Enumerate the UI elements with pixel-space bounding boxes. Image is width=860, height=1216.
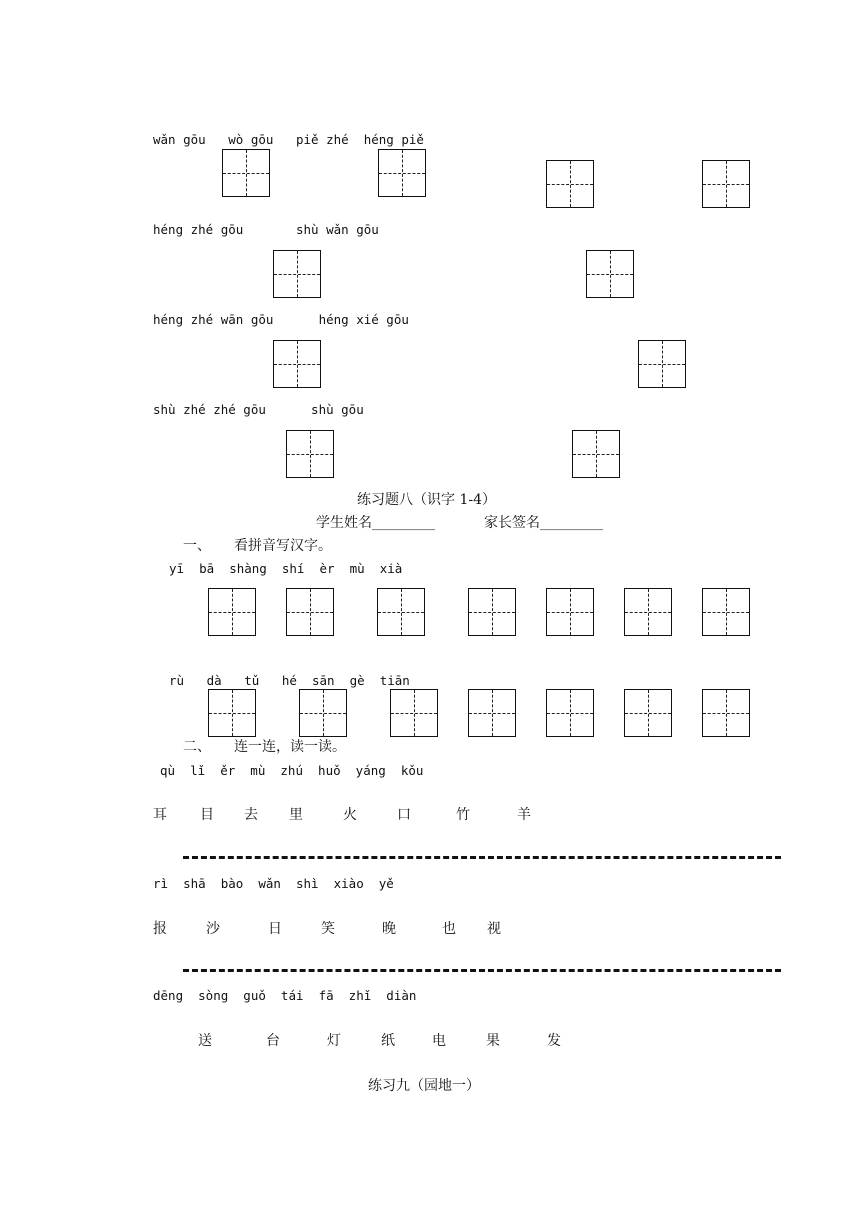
stroke-pinyin-row-1: wǎn gōu wò gōu piě zhé héng piě [153, 132, 424, 147]
question-1-number: 一、 [183, 538, 211, 554]
student-name-field[interactable]: 学生姓名_________ [316, 515, 435, 531]
question-1-instruction: 看拼音写汉字。 [234, 538, 332, 554]
writing-grid-box[interactable] [222, 149, 270, 197]
writing-grid-box[interactable] [546, 588, 594, 636]
writing-grid-box[interactable] [286, 588, 334, 636]
matching-char[interactable]: 竹 [456, 807, 470, 823]
divider-dashed-line [183, 856, 781, 859]
writing-grid-box[interactable] [638, 340, 686, 388]
writing-grid-box[interactable] [468, 588, 516, 636]
stroke-pinyin-row-2: héng zhé gōu shù wǎn gōu [153, 222, 379, 237]
matching-char[interactable]: 报 [153, 921, 167, 937]
writing-grid-box[interactable] [624, 689, 672, 737]
writing-grid-box[interactable] [208, 689, 256, 737]
writing-grid-box[interactable] [546, 160, 594, 208]
writing-grid-box[interactable] [390, 689, 438, 737]
matching-char[interactable]: 日 [268, 921, 282, 937]
writing-grid-box[interactable] [572, 430, 620, 478]
exercise8-title: 练习题八（识字 1-4） [357, 492, 496, 508]
matching-char[interactable]: 目 [200, 807, 214, 823]
matching-char[interactable]: 果 [486, 1033, 500, 1049]
writing-grid-box[interactable] [273, 250, 321, 298]
writing-grid-box[interactable] [208, 588, 256, 636]
matching-char[interactable]: 火 [343, 807, 357, 823]
matching-char[interactable]: 口 [397, 807, 411, 823]
matching-char[interactable]: 去 [244, 807, 258, 823]
writing-grid-box[interactable] [702, 689, 750, 737]
writing-grid-box[interactable] [377, 588, 425, 636]
matching-char[interactable]: 台 [266, 1033, 280, 1049]
q1-pinyin-row-2: rù dà tǔ hé sān gè tiān [169, 673, 410, 688]
matching-char[interactable]: 视 [487, 921, 501, 937]
writing-grid-box[interactable] [286, 430, 334, 478]
matching-pinyin-group-2: rì shā bào wǎn shì xiào yě [153, 876, 394, 891]
stroke-pinyin-row-4: shù zhé zhé gōu shù gōu [153, 402, 364, 417]
matching-pinyin-group-1: qù lǐ ěr mù zhú huǒ yáng kǒu [160, 763, 424, 778]
question-2-instruction: 连一连，读一读。 [234, 739, 346, 755]
writing-grid-box[interactable] [702, 160, 750, 208]
matching-pinyin-group-3: dēng sòng guǒ tái fā zhǐ diàn [153, 988, 417, 1003]
question-2-number: 二、 [183, 739, 211, 755]
matching-char[interactable]: 也 [442, 921, 456, 937]
writing-grid-box[interactable] [378, 149, 426, 197]
matching-char[interactable]: 送 [198, 1033, 212, 1049]
writing-grid-box[interactable] [299, 689, 347, 737]
writing-grid-box[interactable] [273, 340, 321, 388]
matching-char[interactable]: 晚 [382, 921, 396, 937]
q1-pinyin-row-1: yī bā shàng shí èr mù xià [169, 561, 403, 576]
writing-grid-box[interactable] [468, 689, 516, 737]
divider-dashed-line [183, 969, 781, 972]
matching-char[interactable]: 纸 [381, 1033, 395, 1049]
writing-grid-box[interactable] [624, 588, 672, 636]
matching-char[interactable]: 耳 [153, 807, 167, 823]
matching-char[interactable]: 沙 [206, 921, 220, 937]
matching-char[interactable]: 发 [547, 1033, 561, 1049]
matching-char[interactable]: 羊 [517, 807, 531, 823]
exercise9-title: 练习九（园地一） [368, 1078, 480, 1094]
matching-char[interactable]: 灯 [327, 1033, 341, 1049]
matching-char[interactable]: 里 [289, 807, 303, 823]
matching-char[interactable]: 电 [432, 1033, 446, 1049]
matching-char[interactable]: 笑 [321, 921, 335, 937]
writing-grid-box[interactable] [702, 588, 750, 636]
writing-grid-box[interactable] [546, 689, 594, 737]
parent-signature-field[interactable]: 家长签名_________ [484, 515, 603, 531]
writing-grid-box[interactable] [586, 250, 634, 298]
stroke-pinyin-row-3: héng zhé wān gōu héng xié gōu [153, 312, 409, 327]
